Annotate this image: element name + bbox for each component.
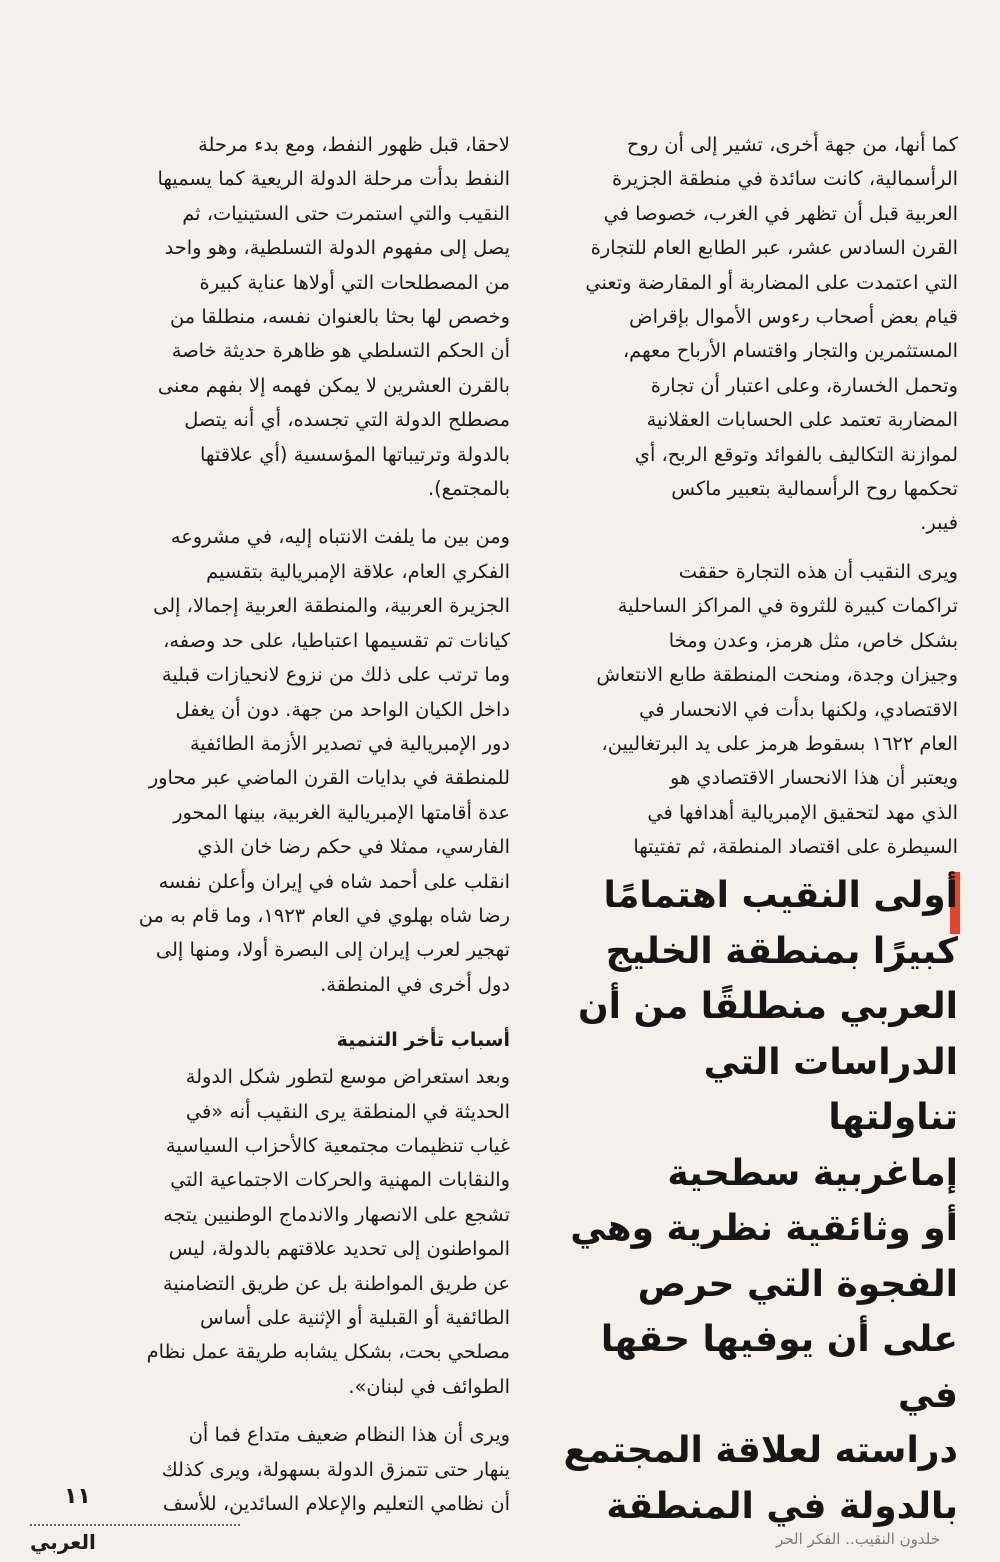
paragraph: ويرى أن هذا النظام ضعيف متداع فما أن ينهار حتى تتمزق الدولة بسهولة، ويرى كذلك أن نظامي التعليم والإعلام السائدين، للأسف xyxy=(161,1423,510,1516)
magazine-logo: العربي xyxy=(30,1530,96,1554)
section-subheading: أسباب تأخر التنمية xyxy=(336,1029,510,1052)
paragraph: كما أنها، من جهة أخرى، تشير إلى أن روح الرأسمالية، كانت سائدة في منطقة الجزيرة العربية قبل أن تظهر في الغرب، خصوصا في القرن السادس عشر، عبر الطابع العام للتجارة التي اعتمدت على المضاربة أو المقارضة وتعني قيام بعض أصحاب رءوس الأموال بإقراض المستثمرين والتجار واقتسام الأرباح معهم، وتحمل الخسارة، وعلى اعتبار أن تجارة المضاربة تعتمد على الحسابات العقلانية لموازنة التكاليف بالفوائد وتوقع الربح، أي تحكمها روح الرأسمالية بتعبير ماكس فيبر. xyxy=(585,133,958,535)
page-number: ١١ xyxy=(64,1484,91,1509)
paragraph: ومن بين ما يلفت الانتباه إليه، في مشروعه الفكري العام، علاقة الإمبريالية بتقسيم الجزيرة العربية، والمنطقة العربية إجمالا، إلى كيانات تم تقسيمها اعتباطيا، على حد وصفه، وما ترتب على ذلك من نزوع لانحيازات قبلية داخل الكيان الواحد من جهة. دون أن يغفل دور الإمبريالية في تصدير الأزمة الطائفية للمنطقة في بدايات القرن الماضي عبر محاور عدة أقامتها الإمبريالية الغربية، بينها المحور الفارسي، ممثلا في حكم رضا خان الذي انقلب على أحمد شاه في إيران وأعلن نفسه رضا شاه بهلوي في العام ١٩٢٣، وما قام به من تهجير لعرب إيران إلى البصرة أولا، ومنها إلى دول أخرى في المنطقة. xyxy=(138,525,510,996)
paragraph: ويرى النقيب أن هذه التجارة حققت تراكمات كبيرة للثروة في المراكز الساحلية بشكل خاص، مثل هرمز، وعدن ومخا وجيزان وجدة، ومنحت المنطقة طابع الانتعاش الاقتصادي، ولكنها بدأت في الانحسار في العام ١٦٢٢ بسقوط هرمز على يد البرتغاليين، ويعتبر أن هذا الانحسار الاقتصادي هو الذي مهد لتحقيق الإمبريالية أهدافها في السيطرة على اقتصاد المنطقة، ثم تفتيتها xyxy=(596,559,958,859)
pull-quote: أولى النقيب اهتمامًا كبيرًا بمنطقة الخليج العربي منطلقًا من أن الدراسات التي تناولتها إماغربية سطحية أو وثائقية نظرية وهي الفجوة التي حرص على أن يوفيها حقها في دراسته لعلاقة المجتمع بالدولة في المنطقة xyxy=(563,875,958,1527)
paragraph: وبعد استعراض موسع لتطور شكل الدولة الحديثة في المنطقة يرى النقيب أنه «في غياب تنظيمات مجتمعية كالأحزاب السياسية والنقابات المهنية والحركات الاجتماعية التي تشجع على الانصهار والاندماج الوطنيين يتجه المواطنون إلى تحديد علاقتهم بالدولة، ليس عن طريق المواطنة بل عن طريق التضامنية الطائفية أو القبلية أو الإثنية على أساس مصلحي بحت، بشكل يشابه طريقة عمل نظام الطوائف في لبنان». xyxy=(146,1065,510,1398)
article-column-left xyxy=(90,128,510,1521)
footer-divider xyxy=(30,1524,240,1526)
paragraph: لاحقا، قبل ظهور النفط، ومع بدء مرحلة النفط بدأت مرحلة الدولة الريعية كما يسميها النقيب والتي استمرت حتى الستينيات، ثم يصل إلى مفهوم الدولة التسلطية، وهو واحد من المصطلحات التي أولاها عناية كبيرة وخصص لها بحثا بالعنوان نفسه، منطلقا من أن الحكم التسلطي هو ظاهرة حديثة خاصة بالقرن العشرين لا يمكن فهمه إلا بفهم معنى مصطلح الدولة التي تجسده، أي أنه يتصل بالدولة وترتيباتها المؤسسية (أي علاقتها بالمجتمع). xyxy=(157,133,510,501)
article-column-right xyxy=(540,128,958,865)
running-head: خلدون النقيب.. الفكر الحر xyxy=(776,1530,940,1548)
